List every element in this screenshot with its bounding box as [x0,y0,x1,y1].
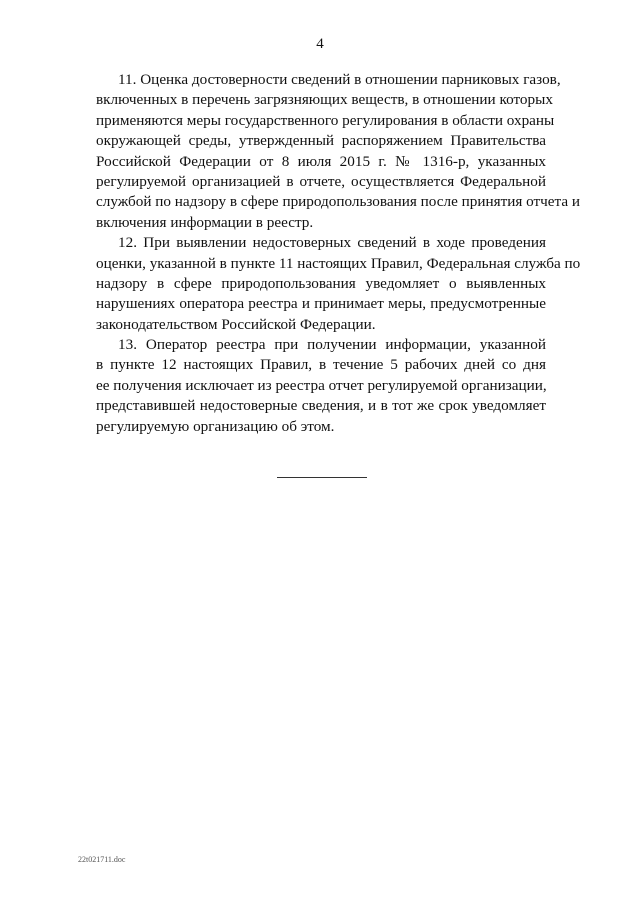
paragraph-11 [96,70,581,233]
text-line: включения информации в реестр. [96,213,314,231]
text-line: надзору в сфере природопользования уведомляет о выявленных [96,274,546,292]
text-line: нарушениях оператора реестра и принимает меры, предусмотренные [96,295,546,313]
text-line: Российской Федерации от 8 июля 2015 г. № 1316-р, указанных [96,152,546,170]
footer-filename: 22t021711.doc [78,855,126,864]
text-line: законодательством Российской Федерации. [96,315,376,333]
text-line: ее получения исключает из реестра отчет регулируемой организации, [96,376,547,394]
text-line: в пункте 12 настоящих Правил, в течение 5 рабочих дней со дня [96,356,546,374]
paragraph-12 [96,233,581,335]
text-line: 13. Оператор реестра при получении информации, указанной [118,336,546,354]
page-number: 4 [316,36,324,52]
text-line: 12. При выявлении недостоверных сведений в ходе проведения [118,234,546,252]
end-separator-line [277,477,367,478]
text-line: включенных в перечень загрязняющих веществ, в отношении которых [96,91,553,109]
paragraph-13 [96,335,546,437]
text-line: применяются меры государственного регулирования в области охраны [96,111,555,129]
text-line: оценки, указанной в пункте 11 настоящих Правил, Федеральная служба по [96,254,581,272]
text-line: представившей недостоверные сведения, и в тот же срок уведомляет [96,397,546,415]
text-line: окружающей среды, утвержденный распоряжением Правительства [96,132,546,150]
document-body [96,70,581,437]
text-line: регулируемую организацию об этом. [96,417,335,435]
text-line: службой по надзору в сфере природопользования после принятия отчета и [96,193,581,211]
text-line: регулируемой организацией в отчете, осуществляется Федеральной [96,172,546,190]
text-line: 11. Оценка достоверности сведений в отношении парниковых газов, [118,71,561,88]
